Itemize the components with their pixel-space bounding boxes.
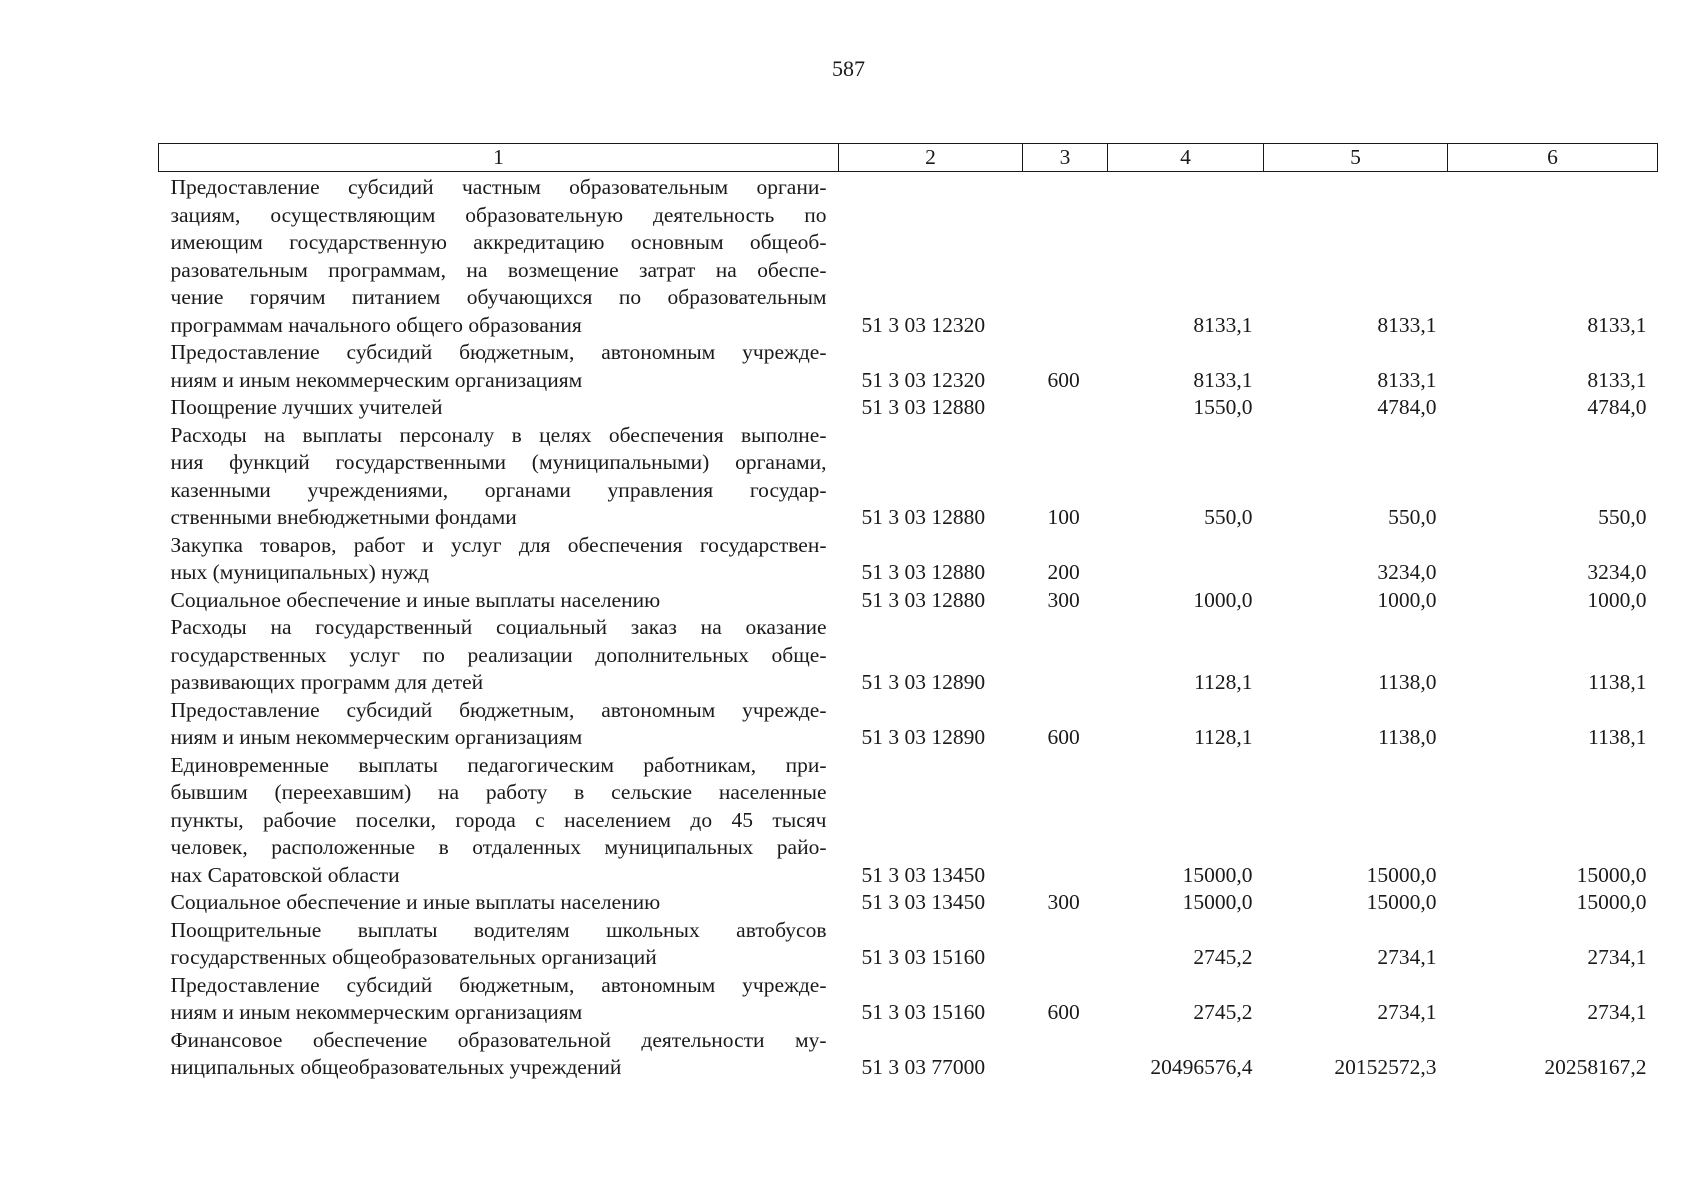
row-expense-type: 300 bbox=[1047, 587, 1080, 612]
table-row bbox=[159, 422, 1658, 532]
row-expense-type bbox=[1023, 394, 1108, 422]
budget-table bbox=[158, 143, 1658, 1082]
row-value-6: 1138,1 bbox=[1588, 670, 1647, 694]
row-value-6: 550,0 bbox=[1598, 505, 1647, 529]
row-code: 51 3 03 15160 bbox=[861, 945, 986, 969]
table-row bbox=[159, 587, 1658, 615]
column-header-3: 3 bbox=[1023, 144, 1108, 172]
row-name-line: ния функций государственными (муниципальными) органами, bbox=[170, 450, 827, 474]
row-value-5: 2734,1 bbox=[1377, 1000, 1437, 1024]
table-row bbox=[159, 972, 1658, 1027]
row-name-line: программам начального общего образования bbox=[170, 312, 582, 337]
row-value-4: 1000,0 bbox=[1193, 587, 1253, 612]
row-expense-type bbox=[1023, 752, 1108, 890]
row-value-5: 4784,0 bbox=[1377, 395, 1437, 419]
row-value-4 bbox=[1108, 532, 1264, 587]
row-name bbox=[159, 339, 839, 394]
table-row bbox=[159, 339, 1658, 394]
row-name bbox=[159, 394, 839, 422]
row-name-line: ниям и иным некоммерческим организациям bbox=[170, 367, 583, 392]
row-name-line: зациям, осуществляющим образовательную деятельность по bbox=[170, 202, 827, 227]
row-name-line: бывшим (переехавшим) на работу в сельские населенные bbox=[170, 780, 827, 804]
header-row bbox=[159, 144, 1658, 172]
row-value-5: 8133,1 bbox=[1377, 312, 1437, 337]
row-code: 51 3 03 12880 bbox=[861, 395, 986, 419]
row-expense-type: 600 bbox=[1047, 725, 1080, 749]
row-name bbox=[159, 752, 839, 890]
row-name bbox=[159, 532, 839, 587]
column-header-5: 5 bbox=[1264, 144, 1448, 172]
row-expense-type bbox=[1023, 172, 1108, 340]
row-name-line: пункты, рабочие поселки, города с населением до 45 тысяч bbox=[170, 807, 827, 832]
row-name-line: имеющим государственную аккредитацию основным общеоб- bbox=[170, 230, 827, 254]
row-code: 51 3 03 15160 bbox=[861, 1000, 986, 1024]
row-name-line: Поощрение лучших учителей bbox=[170, 395, 443, 419]
row-name-line: государственных общеобразовательных организаций bbox=[170, 945, 657, 969]
row-name-line: Социальное обеспечение и иные выплаты населению bbox=[170, 890, 661, 914]
row-expense-type bbox=[1023, 1027, 1108, 1082]
row-value-6: 1138,1 bbox=[1588, 725, 1647, 749]
row-name bbox=[159, 972, 839, 1027]
row-value-4: 1550,0 bbox=[1193, 395, 1253, 419]
row-value-5: 2734,1 bbox=[1377, 945, 1437, 969]
row-value-5: 15000,0 bbox=[1366, 862, 1437, 887]
row-code: 51 3 03 12880 bbox=[861, 587, 986, 612]
row-name bbox=[159, 422, 839, 532]
row-name-line: Поощрительные выплаты водителям школьных автобусов bbox=[170, 917, 827, 942]
row-value-5: 8133,1 bbox=[1377, 367, 1437, 392]
page-number: 587 bbox=[832, 56, 865, 81]
row-expense-type: 600 bbox=[1047, 1000, 1080, 1024]
row-code: 51 3 03 13450 bbox=[861, 890, 986, 914]
row-name-line: человек, расположенные в отдаленных муниципальных райо- bbox=[170, 835, 827, 859]
row-value-4: 8133,1 bbox=[1193, 312, 1253, 337]
table-row bbox=[159, 1027, 1658, 1082]
row-value-4: 20496576,4 bbox=[1150, 1055, 1253, 1079]
row-name bbox=[159, 889, 839, 917]
row-value-6: 15000,0 bbox=[1576, 862, 1647, 887]
row-name-line: чение горячим питанием обучающихся по образовательным bbox=[170, 285, 827, 309]
row-value-6: 4784,0 bbox=[1587, 395, 1647, 419]
row-value-6: 15000,0 bbox=[1576, 890, 1647, 914]
row-code: 51 3 03 12320 bbox=[861, 312, 986, 337]
row-value-4: 2745,2 bbox=[1193, 1000, 1253, 1024]
row-name-line: ниям и иным некоммерческим организациям bbox=[170, 725, 583, 749]
row-value-6: 2734,1 bbox=[1587, 1000, 1647, 1024]
row-name bbox=[159, 697, 839, 752]
row-name-line: Расходы на государственный социальный заказ на оказание bbox=[170, 615, 827, 639]
row-name-line: Социальное обеспечение и иные выплаты населению bbox=[170, 587, 661, 612]
row-value-5: 1138,0 bbox=[1378, 670, 1437, 694]
row-value-5: 1000,0 bbox=[1377, 587, 1437, 612]
row-name-line: ных (муниципальных) нужд bbox=[170, 560, 429, 584]
row-expense-type: 300 bbox=[1047, 890, 1080, 914]
row-name bbox=[159, 614, 839, 697]
row-value-6: 2734,1 bbox=[1587, 945, 1647, 969]
column-header-4: 4 bbox=[1108, 144, 1264, 172]
row-name bbox=[159, 1027, 839, 1082]
column-header-1: 1 bbox=[159, 144, 839, 172]
row-value-6: 8133,1 bbox=[1587, 367, 1647, 392]
row-name-line: Финансовое обеспечение образовательной деятельности му- bbox=[170, 1027, 827, 1052]
row-name-line: Предоставление субсидий бюджетным, автономным учрежде- bbox=[170, 697, 827, 722]
row-value-6: 20258167,2 bbox=[1544, 1055, 1647, 1079]
table-body bbox=[159, 172, 1658, 1082]
row-name-line: ниям и иным некоммерческим организациям bbox=[170, 1000, 583, 1024]
row-value-4: 8133,1 bbox=[1193, 367, 1253, 392]
row-name-line: Предоставление субсидий бюджетным, автономным учрежде- bbox=[170, 972, 827, 997]
row-value-6: 1000,0 bbox=[1587, 587, 1647, 612]
table-row bbox=[159, 697, 1658, 752]
row-value-4: 550,0 bbox=[1204, 505, 1253, 529]
row-name bbox=[159, 172, 839, 340]
row-value-4: 15000,0 bbox=[1182, 862, 1253, 887]
row-code: 51 3 03 12320 bbox=[861, 367, 986, 392]
table-row bbox=[159, 889, 1658, 917]
row-value-4: 2745,2 bbox=[1193, 945, 1253, 969]
row-name bbox=[159, 917, 839, 972]
row-code: 51 3 03 12880 bbox=[861, 560, 986, 584]
table-row bbox=[159, 394, 1658, 422]
table-row bbox=[159, 752, 1658, 890]
row-value-5: 1138,0 bbox=[1378, 725, 1437, 749]
row-code: 51 3 03 12890 bbox=[861, 725, 986, 749]
row-name-line: казенными учреждениями, органами управления государ- bbox=[170, 477, 827, 502]
row-name-line: нах Саратовской области bbox=[170, 862, 400, 887]
row-expense-type: 200 bbox=[1047, 560, 1080, 584]
row-value-4: 1128,1 bbox=[1194, 670, 1253, 694]
row-value-5: 20152572,3 bbox=[1334, 1055, 1437, 1079]
row-name-line: государственных услуг по реализации дополнительных обще- bbox=[170, 642, 827, 667]
row-code: 51 3 03 77000 bbox=[861, 1055, 986, 1079]
table-row bbox=[159, 172, 1658, 340]
table-row bbox=[159, 917, 1658, 972]
row-value-4: 15000,0 bbox=[1182, 890, 1253, 914]
row-value-6: 3234,0 bbox=[1587, 560, 1647, 584]
row-name-line: Закупка товаров, работ и услуг для обеспечения государствен- bbox=[170, 532, 827, 557]
row-code: 51 3 03 12880 bbox=[861, 505, 986, 529]
row-value-5: 3234,0 bbox=[1377, 560, 1437, 584]
row-expense-type bbox=[1023, 614, 1108, 697]
column-header-2: 2 bbox=[839, 144, 1023, 172]
row-name-line: ниципальных общеобразовательных учреждений bbox=[170, 1055, 622, 1079]
row-name-line: развивающих программ для детей bbox=[170, 670, 484, 694]
row-value-6: 8133,1 bbox=[1587, 312, 1647, 337]
row-name-line: Единовременные выплаты педагогическим работникам, при- bbox=[170, 752, 827, 777]
row-value-5: 15000,0 bbox=[1366, 890, 1437, 914]
table-row bbox=[159, 614, 1658, 697]
row-name-line: ственными внебюджетными фондами bbox=[170, 505, 517, 529]
row-name-line: Предоставление субсидий частным образовательным органи- bbox=[170, 175, 827, 199]
row-name bbox=[159, 587, 839, 615]
row-value-4: 1128,1 bbox=[1194, 725, 1253, 749]
row-expense-type: 100 bbox=[1047, 505, 1080, 529]
column-header-6: 6 bbox=[1448, 144, 1658, 172]
row-name-line: разовательным программам, на возмещение затрат на обеспе- bbox=[170, 257, 827, 282]
row-expense-type: 600 bbox=[1047, 367, 1080, 392]
table-row bbox=[159, 532, 1658, 587]
row-code: 51 3 03 12890 bbox=[861, 670, 986, 694]
row-name-line: Расходы на выплаты персоналу в целях обеспечения выполне- bbox=[170, 422, 827, 447]
row-expense-type bbox=[1023, 917, 1108, 972]
row-name-line: Предоставление субсидий бюджетным, автономным учрежде- bbox=[170, 340, 827, 364]
table-header bbox=[159, 144, 1658, 172]
row-code: 51 3 03 13450 bbox=[861, 862, 986, 887]
row-value-5: 550,0 bbox=[1388, 505, 1437, 529]
